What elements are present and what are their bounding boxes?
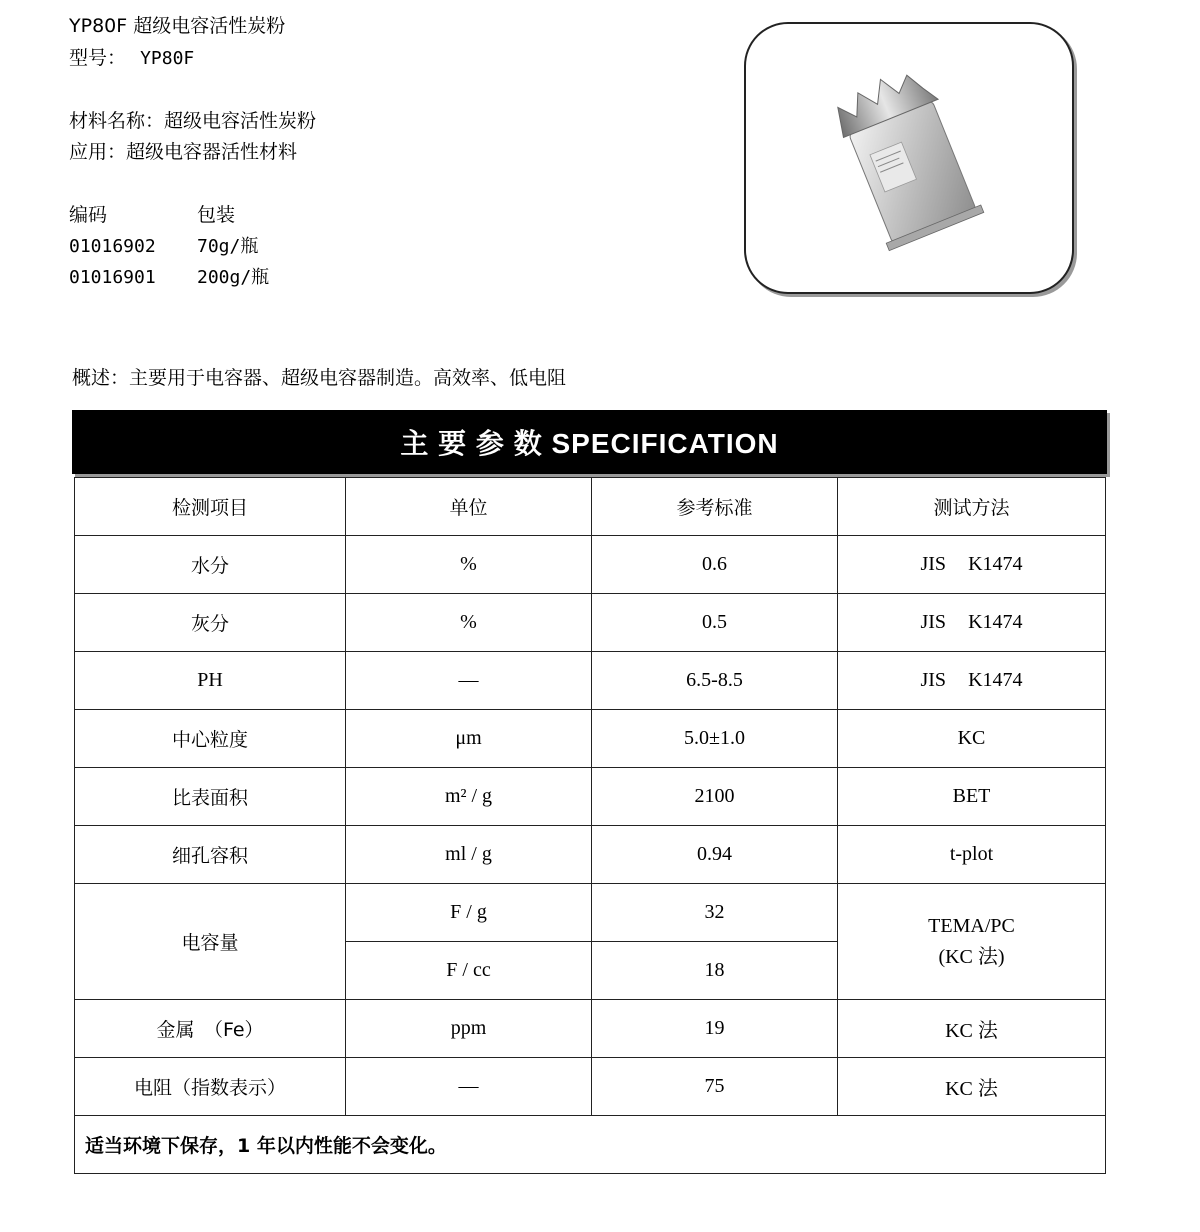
unit-cell: m² / g bbox=[346, 768, 592, 826]
foil-bag-photo bbox=[746, 24, 1072, 292]
storage-note: 适当环境下保存，1 年以内性能不会变化。 bbox=[75, 1116, 1106, 1174]
column-header: 检测项目 bbox=[75, 478, 346, 536]
standard-cell: 75 bbox=[592, 1058, 838, 1116]
standard-cell: 2100 bbox=[592, 768, 838, 826]
unit-cell: ml / g bbox=[346, 826, 592, 884]
code-cell: 01016901 bbox=[69, 267, 156, 288]
column-header: 参考标准 bbox=[592, 478, 838, 536]
application: 应用：超级电容器活性材料 bbox=[69, 141, 298, 163]
table-row bbox=[75, 710, 1106, 768]
model-line bbox=[69, 44, 194, 73]
table-header-row bbox=[75, 478, 1106, 536]
method-cell: KC 法 bbox=[838, 1058, 1106, 1116]
standard-cell: 0.5 bbox=[592, 594, 838, 652]
standard-cell: 32 bbox=[592, 884, 838, 942]
column-header: 单位 bbox=[346, 478, 592, 536]
standard-cell: 0.94 bbox=[592, 826, 838, 884]
unit-cell: F / cc bbox=[346, 942, 592, 1000]
unit-cell: F / g bbox=[346, 884, 592, 942]
table-row bbox=[75, 884, 1106, 942]
item-cell: 电阻（指数表示） bbox=[75, 1058, 346, 1116]
item-cell: 灰分 bbox=[75, 594, 346, 652]
method-cell: TEMA/PC (KC 法) bbox=[838, 884, 1106, 1000]
pack-cell: 70g/瓶 bbox=[197, 236, 259, 257]
method-cell: JIS K1474 bbox=[838, 652, 1106, 710]
standard-cell: 19 bbox=[592, 1000, 838, 1058]
table-row bbox=[75, 594, 1106, 652]
method-cell: KC 法 bbox=[838, 1000, 1106, 1058]
product-photo-frame bbox=[744, 22, 1074, 294]
unit-cell: ppm bbox=[346, 1000, 592, 1058]
standard-cell: 6.5-8.5 bbox=[592, 652, 838, 710]
table-row bbox=[75, 536, 1106, 594]
spec-table bbox=[74, 477, 1106, 1174]
pack-cell: 200g/瓶 bbox=[197, 267, 270, 288]
note-row bbox=[75, 1116, 1106, 1174]
method-cell: t-plot bbox=[838, 826, 1106, 884]
unit-cell: — bbox=[346, 1058, 592, 1116]
table-row bbox=[75, 652, 1106, 710]
spec-banner: 主 要 参 数 SPECIFICATION bbox=[72, 410, 1107, 474]
item-cell: 金属 （Fe） bbox=[75, 1000, 346, 1058]
standard-cell: 5.0±1.0 bbox=[592, 710, 838, 768]
standard-cell: 0.6 bbox=[592, 536, 838, 594]
table-row bbox=[75, 1000, 1106, 1058]
unit-cell: % bbox=[346, 536, 592, 594]
material-name: 材料名称：超级电容活性炭粉 bbox=[69, 110, 317, 132]
table-row bbox=[75, 826, 1106, 884]
pack-header: 包装 bbox=[197, 204, 236, 226]
overview-text: 概述：主要用于电容器、超级电容器制造。高效率、低电阻 bbox=[72, 367, 567, 389]
model-label: 型号： bbox=[69, 47, 127, 69]
code-cell: 01016902 bbox=[69, 236, 156, 257]
item-cell: 水分 bbox=[75, 536, 346, 594]
column-header: 测试方法 bbox=[838, 478, 1106, 536]
unit-cell: μm bbox=[346, 710, 592, 768]
item-cell: 中心粒度 bbox=[75, 710, 346, 768]
table-row bbox=[75, 768, 1106, 826]
method-cell: KC bbox=[838, 710, 1106, 768]
item-cell: PH bbox=[75, 652, 346, 710]
item-cell: 细孔容积 bbox=[75, 826, 346, 884]
method-cell: BET bbox=[838, 768, 1106, 826]
standard-cell: 18 bbox=[592, 942, 838, 1000]
product-title: YP80F 超级电容活性炭粉 bbox=[69, 15, 286, 37]
method-cell: JIS K1474 bbox=[838, 536, 1106, 594]
table-row bbox=[75, 1058, 1106, 1116]
unit-cell: % bbox=[346, 594, 592, 652]
method-cell: JIS K1474 bbox=[838, 594, 1106, 652]
item-cell: 比表面积 bbox=[75, 768, 346, 826]
item-cell: 电容量 bbox=[75, 884, 346, 1000]
code-header: 编码 bbox=[69, 204, 108, 226]
model-value: YP80F bbox=[140, 48, 195, 69]
unit-cell: — bbox=[346, 652, 592, 710]
